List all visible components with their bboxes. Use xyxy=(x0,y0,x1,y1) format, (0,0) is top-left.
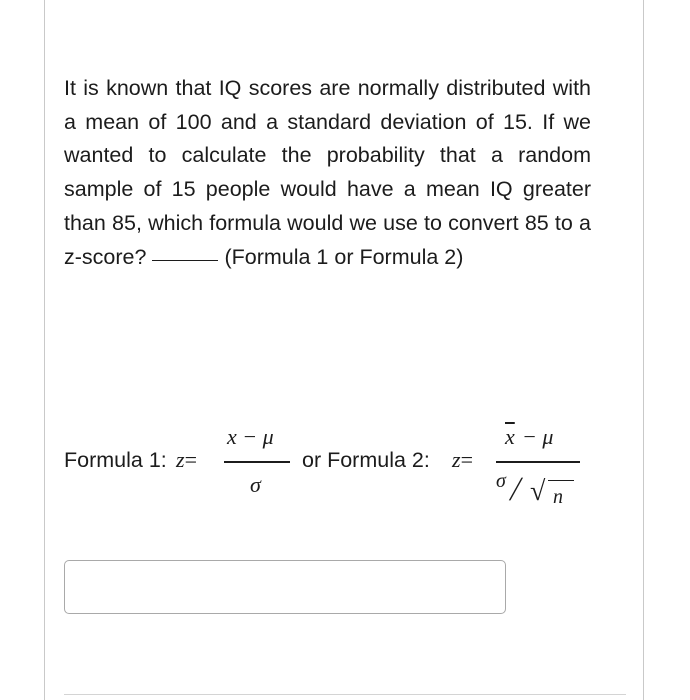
formula2-fraction-bar xyxy=(496,461,580,463)
formula1-z-equals xyxy=(176,447,197,473)
formula1-equals: = xyxy=(184,447,197,472)
formula1-numerator: x − μ xyxy=(227,424,274,449)
formula2-n: n xyxy=(553,486,563,508)
formula-row xyxy=(64,416,624,526)
formula2-sigma: σ xyxy=(496,470,506,492)
answer-blank-line xyxy=(152,259,218,261)
formula1-fraction-bar xyxy=(224,461,290,463)
answer-input[interactable] xyxy=(64,560,506,614)
formula2-z: z xyxy=(452,447,461,472)
formula2-sqrt-icon: √ xyxy=(530,476,546,507)
question-text xyxy=(64,72,591,274)
formula2-z-equals xyxy=(452,447,473,473)
formula2-label: or Formula 2: xyxy=(302,448,430,472)
formula2-sqrt-bar xyxy=(548,480,574,481)
formula1-z: z xyxy=(176,447,185,472)
formula2-slash: / xyxy=(507,471,525,508)
formula1-denominator: σ xyxy=(250,472,261,497)
formula2-numerator-rest: − μ xyxy=(522,424,554,449)
question-text-before-blank: It is known that IQ scores are normally distributed with a mean of 100 and a standard deviation of 15. If we wanted to calculate the probability that a random sample of 15 people would have a mean IQ greater than 85, which formula would we use to convert 85 to a z-score? xyxy=(64,76,591,269)
formula1-label: Formula 1: xyxy=(64,448,167,472)
bottom-divider xyxy=(64,694,626,695)
formula2-numerator-xbar: $\overline{x}$ xyxy=(505,424,515,449)
question-text-after-blank: (Formula 1 or Formula 2) xyxy=(224,244,464,269)
formula2-equals: = xyxy=(460,447,473,472)
